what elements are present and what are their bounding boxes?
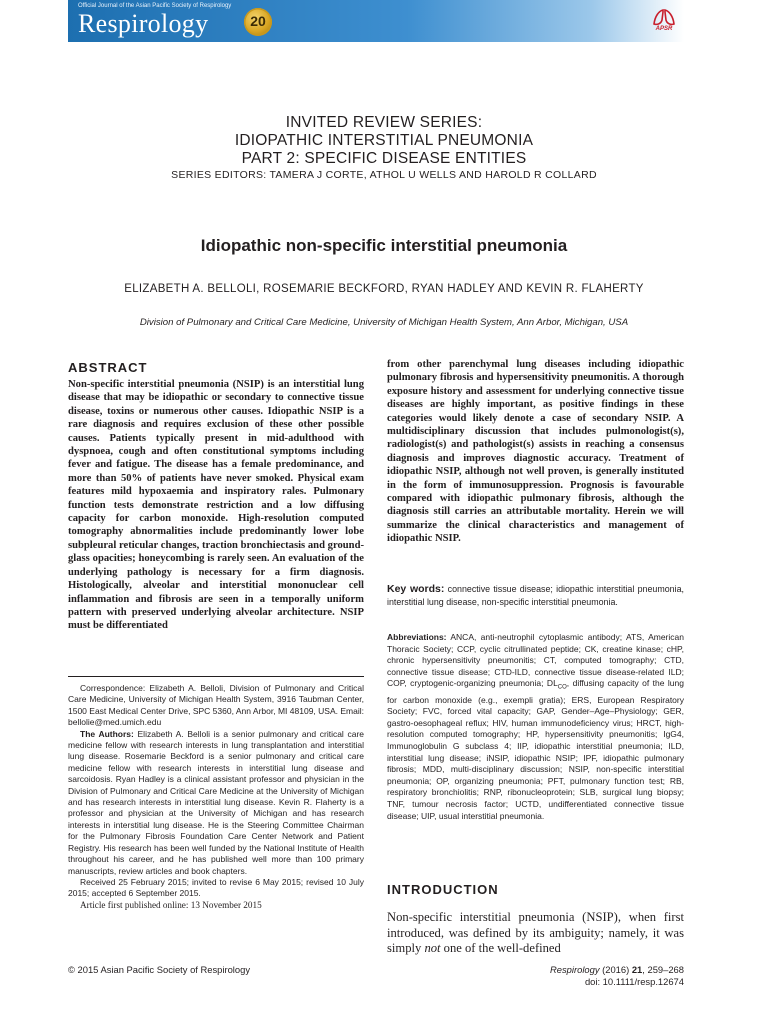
series-line-1: INVITED REVIEW SERIES:	[285, 114, 483, 131]
citation-block	[550, 964, 684, 988]
received-dates: Received 25 February 2015; invited to revise 6 May 2015; revised 10 July 2015; accepted 6 September 2015.	[68, 876, 364, 899]
correspondence-text: Correspondence: Elizabeth A. Belloli, Division of Pulmonary and Critical Care Medicine, University of Michigan Health System, 3916 Taubman Center, 1500 East Medical Center Drive, SPC 5360, Ann Arbor, MI 48109, USA. Email: bellolie@med.umich.edu	[68, 683, 364, 728]
copyright-notice: © 2015 Asian Pacific Society of Respirology	[68, 964, 251, 975]
introduction-text	[387, 910, 684, 957]
article-title: Idiopathic non-specific interstitial pneumonia	[200, 236, 568, 255]
keywords	[387, 583, 684, 608]
abbreviations-text-b: , diffusing capacity of the lung for carbon monoxide (e.g., exempli gratia); ERS, European Respiratory Society; FVC, forced vital capacity; GAP, Gender–Age–Physiology; GER, gastro-oesophageal reflux; HIV, human immunodeficiency virus; HRCT, high-resolution computed tomography; HP, hypersensitivity pneumonitis; IgG4, Immunoglobulin G subclass 4; IIP, idiopathic interstitial pneumonia; ILD, interstitial lung disease; iNSIP, idiopathic NSIP; IPF, idiopathic pulmonary fibrosis; MDD, multi-disciplinary discussion; NSIP, non-specific interstitial pneumonia; OP, organizing pneumonia; PFT, pulmonary function test; RB, respiratory bronchiolitis; RNP, ribonucleoprotein; SLB, surgical lung biopsy; TNF, tumour necrosis factor; UCTD, undifferentiated connective tissue disease; UIP, usual interstitial pneumonia.	[387, 678, 684, 821]
citation-line	[550, 964, 684, 976]
citation-year: (2016)	[599, 964, 632, 975]
introduction-text-a: Non-specific interstitial pneumonia (NSIP), when first introduced, was defined by its ambiguity; namely, it was simply	[387, 910, 684, 956]
apsr-logo-icon	[651, 8, 677, 36]
introduction-text-b: one of the well-defined	[440, 941, 561, 956]
series-editors: SERIES EDITORS: TAMERA J CORTE, ATHOL U WELLS AND HAROLD R COLLARD	[171, 169, 597, 181]
abbreviations-label: Abbreviations:	[387, 632, 447, 642]
author-affiliation: Division of Pulmonary and Critical Care Medicine, University of Michigan Health System, Ann Arbor, Michigan, USA	[139, 317, 629, 328]
abbreviations-subscript: CO	[557, 685, 567, 692]
authors-bio-text: Elizabeth A. Belloli is a senior pulmonary and critical care medicine fellow with research interests in lung transplantation and interstitial lung disease. Rosemarie Beckford is a senior pulmonary and critical care medicine fellow with research interests in interstitial lung disease and sarcoidosis. Ryan Hadley is a clinical assistant professor and physician in the Division of Pulmonary and Critical Care Medicine at the University of Michigan and has research interests in interstitial lung disease. Kevin R. Flaherty is a professor and physician at the University of Michigan and has research interests in interstitial lung disease. He is the Steering Committee Chairman for the Pulmonary Fibrosis Foundation Care Center Network and Patient Registry. His research has been well funded by the National Institute of Health throughout his career, and he has published well more than 100 primary manuscripts, review articles and book chapters.	[68, 728, 364, 876]
citation-journal: Respirology	[550, 964, 600, 975]
abstract-heading: ABSTRACT	[68, 360, 148, 375]
journal-name: Respirology	[78, 9, 209, 38]
introduction-text-em: not	[424, 941, 441, 956]
apsr-logo-text: APSR	[655, 26, 673, 32]
series-line-2: IDIOPATHIC INTERSTITIAL PNEUMONIA	[234, 132, 534, 149]
abstract-text-left: Non-specific interstitial pneumonia (NSIP) is an interstitial lung disease that may be idiopathic or secondary to connective tissue disease, toxins or numerous other causes. Idiopathic NSIP is a rare diagnosis and requires exclusion of these other possible causes. Patients typically present in mid-adulthood with dyspnoea, cough and often constitutional symptoms including fever and fatigue. The disease has a female predominance, and more than 50% of patients have never smoked. Physical exam features mild hypoxaemia and inspiratory rales. Pulmonary function tests demonstrate restriction and a low diffusing capacity for carbon monoxide. High-resolution computed tomography abnormalities include predominantly lower lobe subpleural reticular changes, traction bronchiectasis and ground-glass opacities; honeycombing is rarely seen. An evaluation of the underlying pathology is necessary for a firm diagnosis. Histologically, alveolar and interstitial mononuclear cell inflammation and fibrosis are seen in a temporally uniform pattern with preserved underlying alveolar architecture. NSIP must be differentiated	[68, 379, 364, 632]
authors-bio-label: The Authors:	[80, 728, 134, 739]
citation-volume: 21	[631, 964, 643, 975]
keywords-label: Key words:	[387, 583, 445, 595]
introduction-heading: INTRODUCTION	[387, 882, 499, 897]
anniversary-seal-icon	[244, 8, 272, 36]
abstract-text-right: from other parenchymal lung diseases including idiopathic pulmonary fibrosis and hypersensitivity pneumonitis. A thorough exposure history and assessment for underlying connective tissue diseases are highly important, as positive findings in these categories would likely denote a case of secondary NSIP. A multidisciplinary discussion that includes pulmonologist(s), radiologist(s) and pathologist(s) assists in reaching a consensus diagnosis and improves diagnostic accuracy. Treatment of idiopathic NSIP, although not well proven, is generally instituted in the form of immunosuppression. Prognosis is favourable compared with idiopathic pulmonary fibrosis, although the diagnosis still carries an attributable mortality. Herein we will summarize the clinical characteristics and management of idiopathic NSIP.	[387, 359, 684, 545]
keywords-text: connective tissue disease; idiopathic interstitial pneumonia, interstitial lung disease, non-specific interstitial pneumonia.	[387, 584, 684, 607]
abbreviations-text-a: ANCA, anti-neutrophil cytoplasmic antibody; ATS, American Thoracic Society; CCP, cyclic citrullinated peptide; CK, creatine kinase; cHP, chronic hypersensitivity pneumonitis; CT, computed tomography; CTD, connective tissue disease; CTD-ILD, connective tissue disease-related ILD; COP, cryptogenic-organizing pneumonia; DL	[387, 632, 684, 689]
doi: doi: 10.1111/resp.12674	[584, 976, 684, 987]
lung-icon	[651, 8, 677, 28]
author-list: ELIZABETH A. BELLOLI, ROSEMARIE BECKFORD, RYAN HADLEY AND KEVIN R. FLAHERTY	[124, 283, 644, 295]
correspondence-block	[68, 683, 364, 911]
journal-subtitle: Official Journal of the Asian Pacific Society of Respirology	[78, 3, 232, 9]
series-line-3: PART 2: SPECIFIC DISEASE ENTITIES	[241, 150, 527, 167]
footnote-divider	[68, 676, 364, 677]
anniversary-number: 20	[250, 13, 266, 29]
abbreviations	[387, 632, 684, 822]
first-published: Article first published online: 13 November 2015	[80, 899, 262, 910]
citation-pages: , 259–268	[642, 964, 684, 975]
authors-bio	[68, 729, 364, 877]
